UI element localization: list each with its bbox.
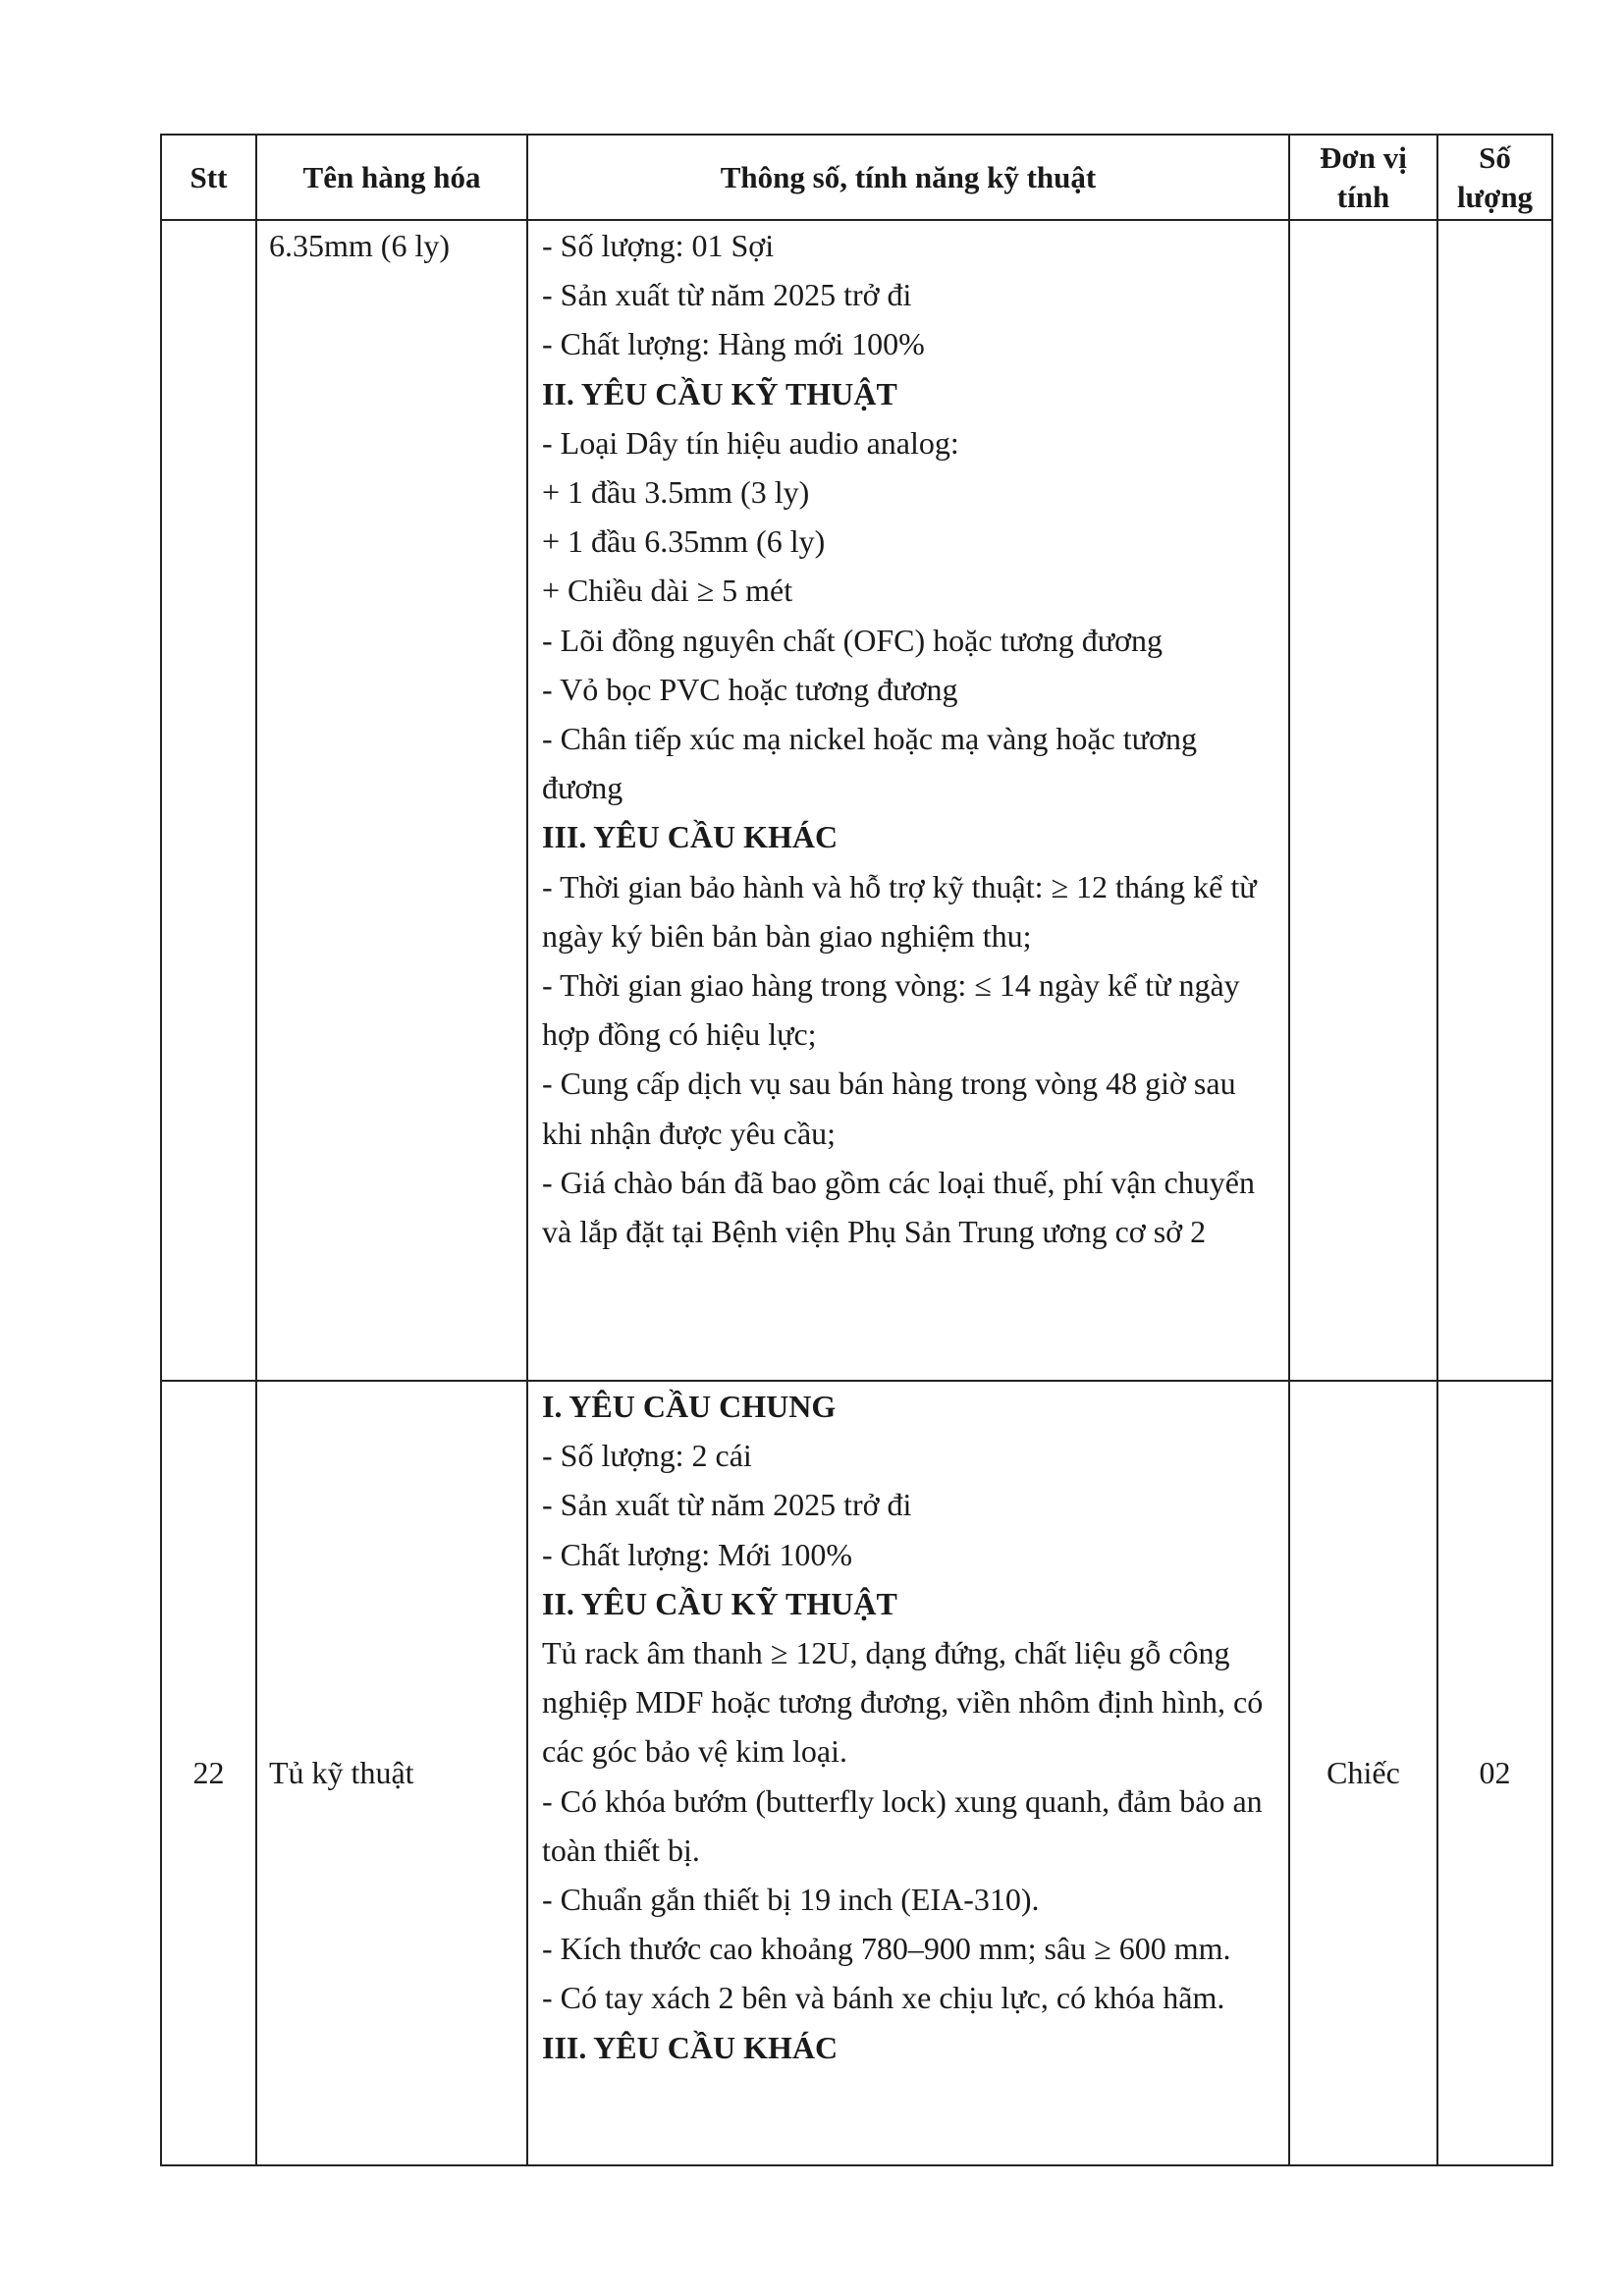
spec-line: + 1 đầu 6.35mm (6 ly): [542, 523, 826, 560]
spec-line: - Chân tiếp xúc mạ nickel hoặc mạ vàng hoặc tương đương: [542, 721, 1197, 806]
spec-line: + 1 đầu 3.5mm (3 ly): [542, 474, 810, 511]
row-quantity: [1437, 220, 1552, 1381]
row-spec: [527, 220, 1289, 1381]
spec-line: + Chiều dài ≥ 5 mét: [542, 573, 793, 609]
row-spec: [527, 1381, 1289, 2165]
header-stt: Stt: [161, 135, 256, 220]
header-unit: Đơn vị tính: [1289, 135, 1437, 220]
table-row: [161, 220, 1552, 1381]
spec-line: - Số lượng: 2 cái: [542, 1438, 752, 1474]
spec-line: - Sản xuất từ năm 2025 trở đi: [542, 1487, 912, 1523]
table-header: [161, 135, 1552, 220]
spec-line: - Chuẩn gắn thiết bị 19 inch (EIA-310).: [542, 1882, 1040, 1918]
header-spec: Thông số, tính năng kỹ thuật: [527, 135, 1289, 220]
spec-section-heading: II. YÊU CẦU KỸ THUẬT: [542, 1585, 897, 1621]
specification-table: [160, 134, 1553, 2166]
spec-line: - Loại Dây tín hiệu audio analog:: [542, 424, 959, 461]
row-stt: 22: [161, 1381, 256, 2165]
spec-line: - Sản xuất từ năm 2025 trở đi: [542, 277, 912, 313]
row-item-name: Tủ kỹ thuật: [256, 1381, 527, 2165]
spec-line: - Số lượng: 01 Sợi: [542, 228, 775, 263]
spec-line: - Vỏ bọc PVC hoặc tương đương: [542, 671, 958, 707]
row-unit: Chiếc: [1289, 1381, 1437, 2165]
spec-line: - Thời gian bảo hành và hỗ trợ kỹ thuật: ≥ 12 tháng kể từ ngày ký biên bản bàn giao nghiệm thu;: [542, 868, 1257, 954]
spec-section-heading: III. YÊU CẦU KHÁC: [542, 819, 839, 855]
spec-line: - Cung cấp dịch vụ sau bán hàng trong vòng 48 giờ sau khi nhận được yêu cầu;: [542, 1066, 1236, 1151]
spec-section-heading: III. YÊU CẦU KHÁC: [542, 2029, 839, 2065]
spec-line: - Lõi đồng nguyên chất (OFC) hoặc tương đương: [542, 622, 1163, 658]
row-quantity: 02: [1437, 1381, 1552, 2165]
header-row: [161, 135, 1552, 220]
spec-line: - Giá chào bán đã bao gồm các loại thuế, phí vận chuyển và lắp đặt tại Bệnh viện Phụ Sản Trung ương cơ sở 2: [542, 1164, 1255, 1250]
header-name: Tên hàng hóa: [256, 135, 527, 220]
header-qty: Số lượng: [1437, 135, 1552, 220]
spec-line: - Kích thước cao khoảng 780–900 mm; sâu ≥ 600 mm.: [542, 1931, 1231, 1967]
spec-line: - Chất lượng: Hàng mới 100%: [542, 326, 925, 362]
spec-line: - Có tay xách 2 bên và bánh xe chịu lực, có khóa hãm.: [542, 1980, 1225, 2016]
spec-line: - Chất lượng: Mới 100%: [542, 1536, 853, 1572]
spec-line: - Có khóa bướm (butterfly lock) xung quanh, đảm bảo an toàn thiết bị.: [542, 1782, 1263, 1868]
spec-line: - Thời gian giao hàng trong vòng: ≤ 14 ngày kể từ ngày hợp đồng có hiệu lực;: [542, 967, 1240, 1053]
row-unit: [1289, 220, 1437, 1381]
row-stt: [161, 220, 256, 1381]
table-row: [161, 1381, 1552, 2165]
spec-line: Tủ rack âm thanh ≥ 12U, dạng đứng, chất liệu gỗ công nghiệp MDF hoặc tương đương, viền nhôm định hình, có các góc bảo vệ kim loại.: [542, 1635, 1264, 1770]
spec-section-heading: II. YÊU CẦU KỸ THUẬT: [542, 375, 897, 411]
row-item-name: 6.35mm (6 ly): [256, 220, 527, 1381]
spec-section-heading: I. YÊU CẦU CHUNG: [542, 1389, 837, 1424]
